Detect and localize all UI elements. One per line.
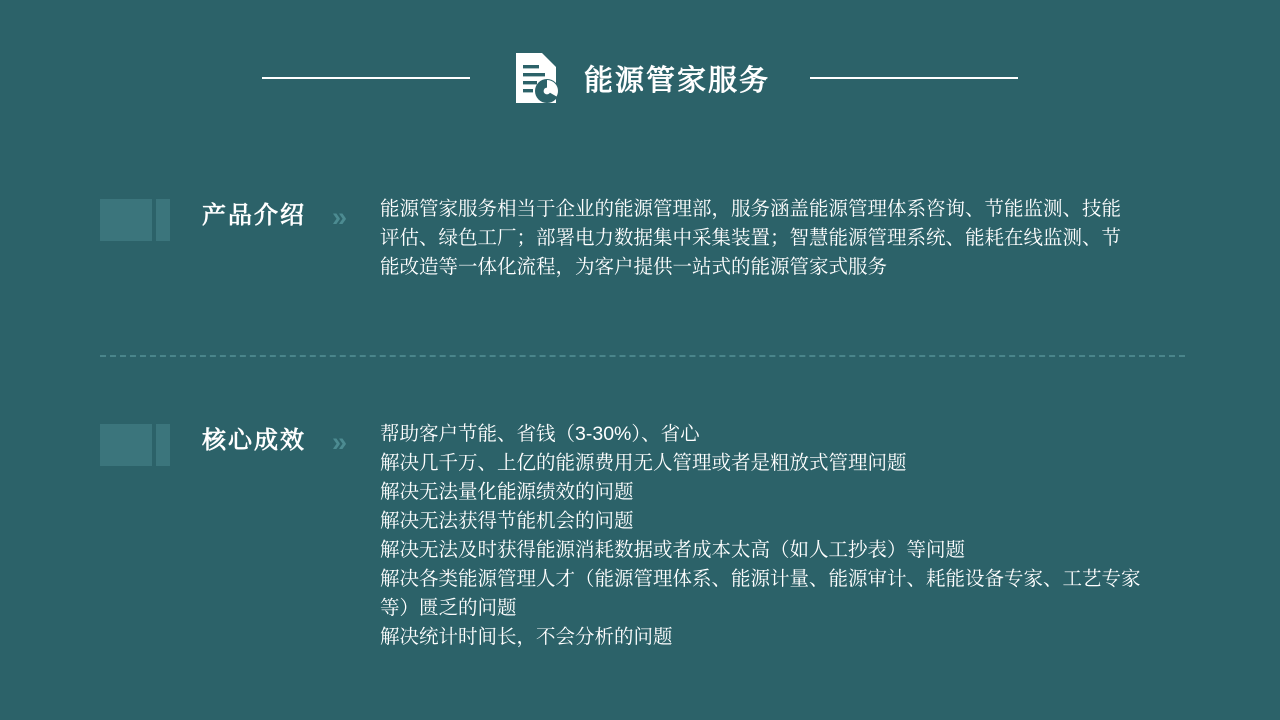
section-divider: [100, 355, 1185, 357]
marker-square-large: [100, 424, 152, 466]
body-line: 帮助客户节能、省钱（3-30%）、省心: [380, 423, 700, 445]
marker-square-small: [156, 199, 170, 241]
body-line: 解决统计时间长，不会分析的问题: [380, 626, 673, 648]
marker-square-large: [100, 199, 152, 241]
section-marker: [100, 420, 170, 466]
body-line: 解决几千万、上亿的能源费用无人管理或者是粗放式管理问题: [380, 452, 907, 474]
body-line: 解决无法获得节能机会的问题: [380, 510, 634, 532]
section-body: [380, 420, 1160, 652]
header-rule-left: [262, 77, 470, 79]
section-label: 产品介绍: [202, 202, 306, 229]
page-title: 能源管家服务: [583, 64, 770, 97]
double-chevron-icon: »: [332, 427, 345, 457]
slide-header: [0, 46, 1280, 110]
body-line: 解决无法及时获得能源消耗数据或者成本太高（如人工抄表）等问题: [380, 539, 966, 561]
double-chevron-icon: »: [332, 202, 345, 232]
body-line: 能源管家服务相当于企业的能源管理部，服务涵盖能源管理体系咨询、节能监测、技能评估、绿色工厂；部署电力数据集中采集装置；智慧能源管理系统、能耗在线监测、节能改造等一体化流程，为客户提供一站式的能源管家式服务: [380, 198, 1122, 278]
section-label: 核心成效: [202, 427, 306, 454]
section-body: [380, 195, 1140, 282]
section-marker: [100, 195, 170, 241]
marker-square-small: [156, 424, 170, 466]
document-gear-icon: [510, 51, 562, 105]
section-core-benefits: [100, 420, 1160, 652]
body-line: 解决各类能源管理人才（能源管理体系、能源计量、能源审计、耗能设备专家、工艺专家等）匮乏的问题: [380, 568, 1141, 619]
body-line: 解决无法量化能源绩效的问题: [380, 481, 634, 503]
header-rule-right: [810, 77, 1018, 79]
section-product-intro: [100, 195, 1140, 282]
